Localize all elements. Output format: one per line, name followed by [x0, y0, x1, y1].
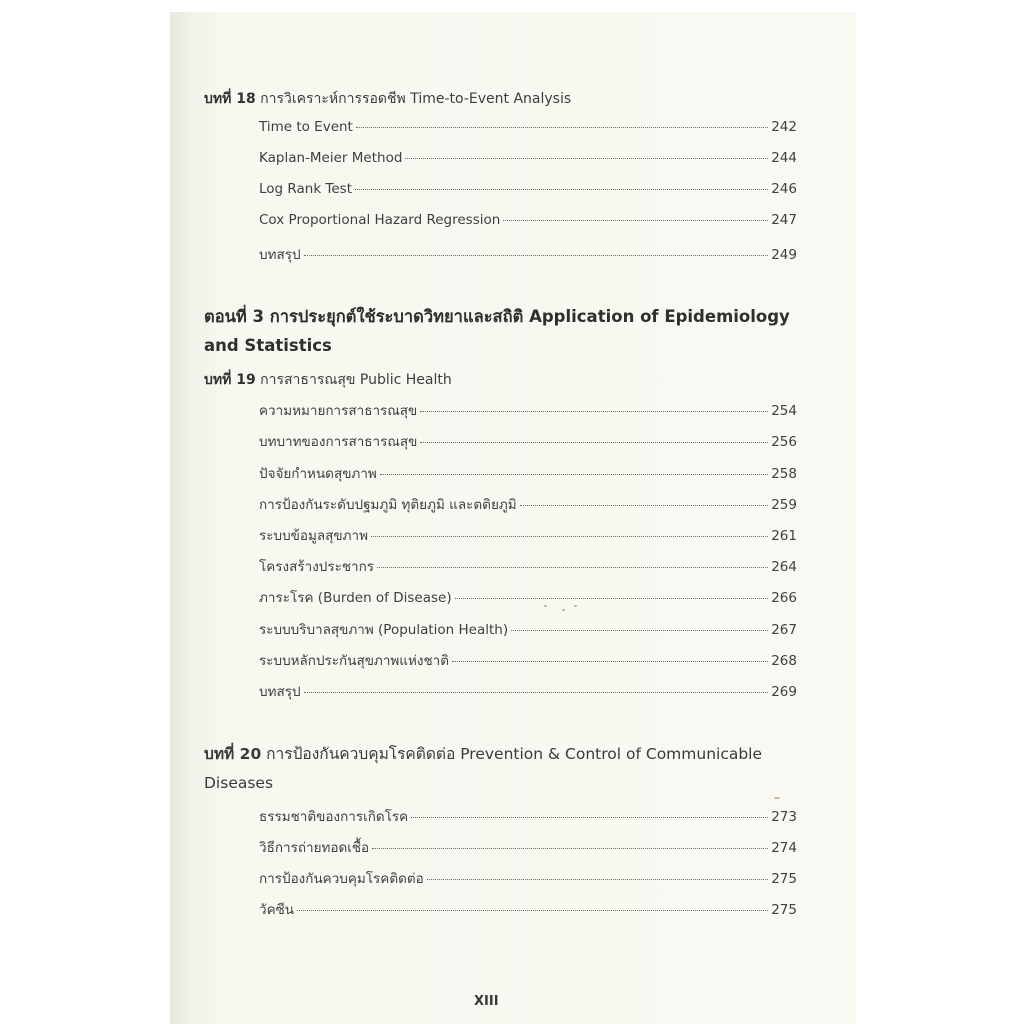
toc-entry — [259, 430, 797, 450]
toc-entry-page: 249 — [771, 247, 797, 263]
toc-entry-page: 259 — [771, 497, 797, 513]
book-page — [170, 12, 856, 1024]
toc-entry — [259, 212, 797, 232]
toc-entry-label: Log Rank Test — [259, 181, 353, 197]
dot-leader — [304, 692, 769, 693]
dot-leader — [355, 189, 768, 190]
toc-entry-label: การป้องกันควบคุมโรคติดต่อ — [259, 871, 424, 887]
toc-entry-label: วัคซีน — [259, 902, 295, 918]
toc-entry-page: 266 — [771, 590, 797, 606]
toc-entry-page: 273 — [771, 809, 797, 825]
toc-entry-page: 264 — [771, 559, 797, 575]
chapter-20-heading-line2: Diseases — [204, 774, 274, 792]
toc-entry-label: ระบบข้อมูลสุขภาพ — [259, 528, 368, 544]
toc-entry — [259, 618, 797, 638]
scan-speck — [774, 797, 780, 799]
toc-entry — [259, 181, 797, 201]
scan-speck — [562, 609, 565, 611]
part-3-heading-line2: and Statistics — [204, 336, 332, 355]
toc-entry-label: ปัจจัยกำหนดสุขภาพ — [259, 466, 377, 482]
toc-entry — [259, 399, 797, 419]
dot-leader — [420, 442, 768, 443]
toc-entry-page: 269 — [771, 684, 797, 700]
toc-entry — [259, 680, 797, 700]
toc-entry-label: Kaplan-Meier Method — [259, 150, 403, 166]
dot-leader — [411, 817, 768, 818]
dot-leader — [405, 158, 768, 159]
chapter-20-heading — [204, 741, 762, 766]
dot-leader — [377, 567, 768, 568]
toc-entry — [259, 493, 797, 513]
page-number: XIII — [474, 994, 499, 1009]
dot-leader — [503, 220, 768, 221]
toc-entry-label: การป้องกันระดับปฐมภูมิ ทุติยภูมิ และตติยภูมิ — [259, 497, 517, 513]
toc-entry-page: 267 — [771, 622, 797, 638]
dot-leader — [356, 127, 768, 128]
toc-entry-label: วิธีการถ่ายทอดเชื้อ — [259, 840, 370, 856]
dot-leader — [371, 536, 768, 537]
chapter-20-title: การป้องกันควบคุมโรคติดต่อ Prevention & Control of Communicable — [261, 745, 763, 763]
dot-leader — [452, 661, 768, 662]
toc-entry — [259, 867, 797, 887]
toc-entry-page: 254 — [771, 403, 797, 419]
toc-entry-page: 274 — [771, 840, 797, 856]
toc-entry-page: 242 — [771, 119, 797, 135]
toc-entry-label: ธรรมชาติของการเกิดโรค — [259, 809, 409, 825]
toc-entry-page: 247 — [771, 212, 797, 228]
toc-entry-label: บทสรุป — [259, 247, 301, 263]
toc-entry — [259, 586, 797, 606]
toc-entry — [259, 805, 797, 825]
dot-leader — [380, 474, 768, 475]
toc-entry-page: 246 — [771, 181, 797, 197]
toc-entry-page: 256 — [771, 434, 797, 450]
dot-leader — [520, 505, 769, 506]
dot-leader — [420, 411, 768, 412]
toc-entry-label: ระบบหลักประกันสุขภาพแห่งชาติ — [259, 653, 450, 669]
chapter-19-title: การสาธารณสุข Public Health — [255, 372, 452, 388]
dot-leader — [372, 848, 768, 849]
toc-entry-page: 244 — [771, 150, 797, 166]
toc-entry — [259, 243, 797, 263]
chapter-19-heading — [204, 369, 452, 391]
part-3-heading-line1: ตอนที่ 3 การประยุกต์ใช้ระบาดวิทยาและสถิติ Application of Epidemiology — [204, 307, 790, 326]
toc-entry — [259, 119, 797, 139]
toc-entry-label: โครงสร้างประชากร — [259, 559, 375, 575]
toc-entry — [259, 462, 797, 482]
toc-entry-label: Time to Event — [259, 119, 353, 135]
toc-entry-label: บทบาทของการสาธารณสุข — [259, 434, 418, 450]
toc-entry-label: ระบบบริบาลสุขภาพ (Population Health) — [259, 622, 509, 638]
toc-entry — [259, 898, 797, 918]
dot-leader — [427, 879, 768, 880]
chapter-18-number: บทที่ 18 — [204, 91, 256, 107]
toc-entry — [259, 524, 797, 544]
toc-entry-page: 261 — [771, 528, 797, 544]
chapter-18-title: การวิเคราะห์การรอดชีพ Time-to-Event Analysis — [255, 91, 572, 107]
dot-leader — [297, 910, 768, 911]
toc-entry-label: ภาระโรค (Burden of Disease) — [259, 590, 452, 606]
toc-entry — [259, 555, 797, 575]
chapter-20-number: บทที่ 20 — [204, 745, 262, 763]
toc-entry — [259, 150, 797, 170]
toc-entry-label: บทสรุป — [259, 684, 301, 700]
toc-entry-page: 258 — [771, 466, 797, 482]
toc-entry-page: 275 — [771, 871, 797, 887]
dot-leader — [304, 255, 769, 256]
toc-entry-label: ความหมายการสาธารณสุข — [259, 403, 418, 419]
toc-entry — [259, 649, 797, 669]
chapter-19-number: บทที่ 19 — [204, 372, 256, 388]
toc-entry-page: 268 — [771, 653, 797, 669]
toc-entry — [259, 836, 797, 856]
scan-speck — [574, 605, 577, 607]
scan-speck — [544, 605, 547, 607]
dot-leader — [455, 598, 769, 599]
chapter-18-heading — [204, 88, 571, 110]
toc-entry-label: Cox Proportional Hazard Regression — [259, 212, 501, 228]
dot-leader — [511, 630, 768, 631]
toc-entry-page: 275 — [771, 902, 797, 918]
